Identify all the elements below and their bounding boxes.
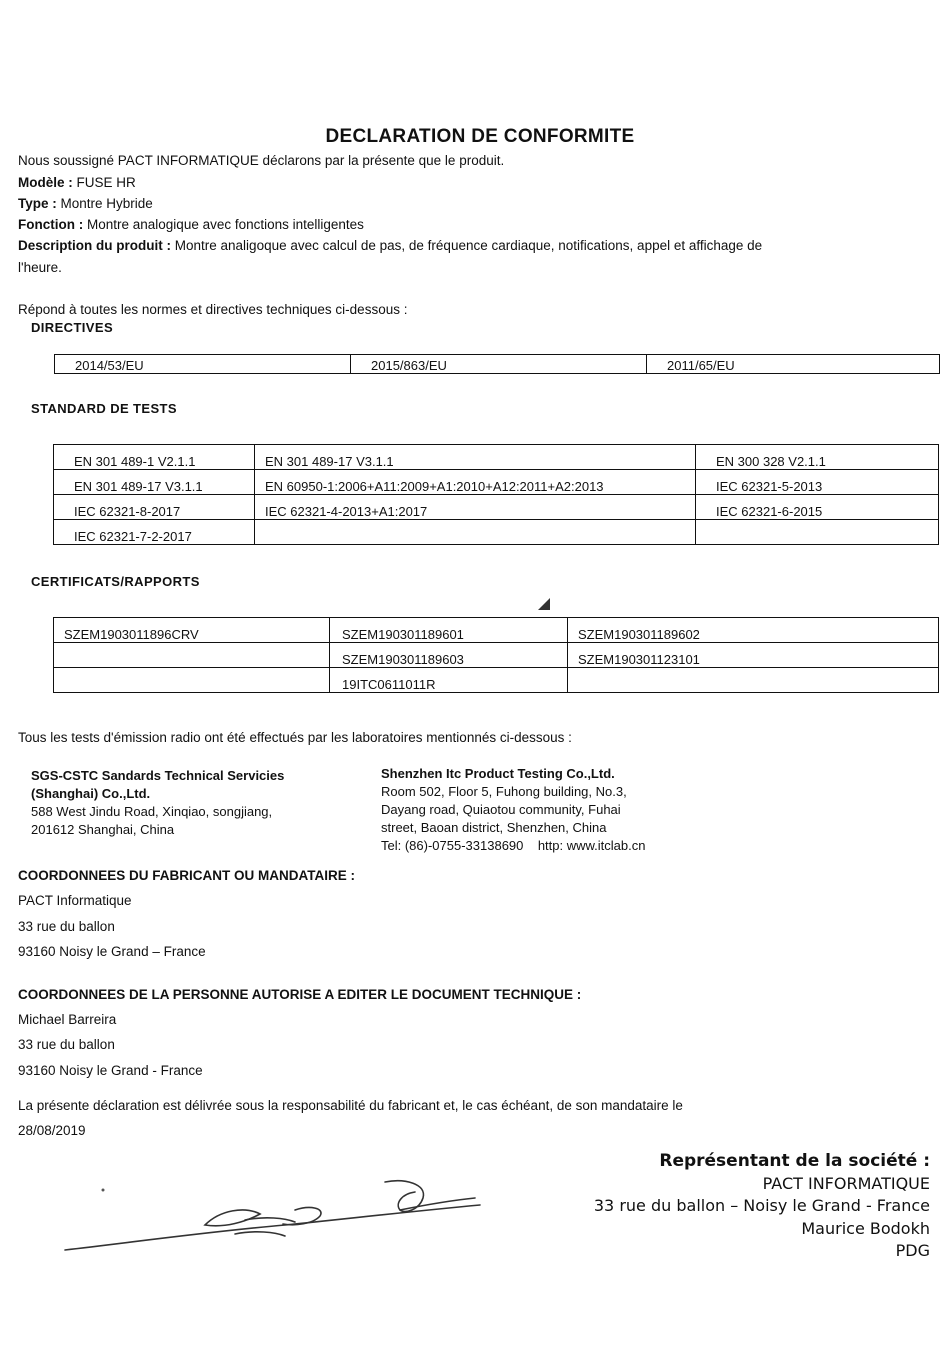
lab-2 [381,765,645,855]
signature-address: 33 rue du ballon – Noisy le Grand - France [593,1196,930,1215]
standard-cell: EN 301 489-17 V3.1.1 [54,470,255,495]
table-row [54,520,939,545]
standard-cell: IEC 62321-6-2015 [696,495,939,520]
certificate-cell [54,643,330,668]
table-row [54,668,939,693]
closing-text: La présente déclaration est délivrée sous la responsabilité du fabricant et, le cas échéant, de son mandataire le [18,1098,683,1113]
certificate-cell: 19ITC0611011R [330,668,568,693]
standard-cell: IEC 62321-8-2017 [54,495,255,520]
certificate-cell: SZEM190301189603 [330,643,568,668]
table-row [54,618,939,643]
norms-intro: Répond à toutes les normes et directives techniques ci-dessous : [18,302,408,317]
handwritten-signature [55,1170,495,1265]
standard-cell: EN 301 489-1 V2.1.1 [54,445,255,470]
manufacturer-city: 93160 Noisy le Grand – France [18,944,206,959]
signature-block [594,1150,930,1263]
certificates-table [53,617,939,693]
model-line [18,173,136,193]
standards-table [53,444,939,545]
lab-2-address: Room 502, Floor 5, Fuhong building, No.3, [381,784,627,799]
certificate-cell: SZEM1903011896CRV [54,618,330,643]
signature-person: Maurice Bodokh [801,1218,930,1238]
authorized-city: 93160 Noisy le Grand - France [18,1063,203,1078]
function-label: Fonction : [18,217,84,232]
lab-1-name: SGS-CSTC Sandards Technical Servicies [31,768,285,783]
description-label: Description du produit : [18,238,171,253]
directive-cell: 2014/53/EU [55,355,351,374]
triangle-marker-icon [538,598,550,610]
standard-cell: IEC 62321-4-2013+A1:2017 [255,495,696,520]
directives-table [54,354,940,374]
model-value: FUSE HR [76,175,136,190]
lab-1-name-2: (Shanghai) Co.,Ltd. [31,786,151,801]
type-value: Montre Hybride [60,196,153,211]
standard-cell: EN 60950-1:2006+A11:2009+A1:2010+A12:2011+A2:2013 [255,470,696,495]
table-row [54,643,939,668]
labs-intro: Tous les tests d'émission radio ont été effectués par les laboratoires mentionnés ci-dessous : [18,730,572,745]
standards-heading: STANDARD DE TESTS [31,401,177,416]
directive-cell: 2015/863/EU [351,355,647,374]
certificate-cell: SZEM190301123101 [568,643,939,668]
signature-company: PACT INFORMATIQUE [762,1173,930,1193]
manufacturer-street: 33 rue du ballon [18,919,115,934]
standard-cell: EN 301 489-17 V3.1.1 [255,445,696,470]
manufacturer-name: PACT Informatique [18,893,132,908]
type-label: Type : [18,196,57,211]
document-title: DECLARATION DE CONFORMITE [325,126,635,147]
model-label: Modèle : [18,175,73,190]
standard-cell [255,520,696,545]
directives-heading: DIRECTIVES [31,320,114,335]
certificate-cell [54,668,330,693]
intro-text: Nous soussigné PACT INFORMATIQUE déclarons par la présente que le produit. [18,153,505,168]
table-row [54,495,939,520]
closing-date: 28/08/2019 [18,1123,86,1138]
description-line-2: l'heure. [18,260,62,275]
table-row [54,470,939,495]
standard-cell [696,520,939,545]
signature-heading: Représentant de la société : [659,1151,930,1171]
lab-1-address: 588 West Jindu Road, Xinqiao, songjiang, [31,804,273,819]
function-value: Montre analogique avec fonctions intelligentes [87,217,364,232]
type-line [18,194,153,214]
authorized-heading: COORDONNEES DE LA PERSONNE AUTORISE A EDITER LE DOCUMENT TECHNIQUE : [18,987,582,1002]
table-row [54,445,939,470]
function-line [18,215,364,235]
manufacturer-heading: COORDONNEES DU FABRICANT OU MANDATAIRE : [18,868,355,883]
authorized-name: Michael Barreira [18,1012,117,1027]
standard-cell: EN 300 328 V2.1.1 [696,445,939,470]
lab-1-address-2: 201612 Shanghai, China [31,822,175,837]
lab-2-address-3: street, Baoan district, Shenzhen, China [381,820,607,835]
standard-cell: IEC 62321-7-2-2017 [54,520,255,545]
certificate-cell: SZEM190301189602 [568,618,939,643]
description-value: Montre analigoque avec calcul de pas, de fréquence cardiaque, notifications, appel et affichage de [174,238,763,253]
table-row [55,355,940,374]
lab-2-address-2: Dayang road, Quiaotou community, Fuhai [381,802,621,817]
authorized-street: 33 rue du ballon [18,1037,115,1052]
lab-2-name: Shenzhen Itc Product Testing Co.,Ltd. [381,766,615,781]
certificates-heading: CERTIFICATS/RAPPORTS [31,574,200,589]
lab-2-contact: Tel: (86)-0755-33138690 http: www.itclab.cn [381,838,646,853]
standard-cell: IEC 62321-5-2013 [696,470,939,495]
signature-role: PDG [895,1241,930,1260]
lab-1 [31,767,284,839]
description-line [18,236,918,256]
certificate-cell: SZEM190301189601 [330,618,568,643]
directive-cell: 2011/65/EU [647,355,940,374]
certificate-cell [568,668,939,693]
